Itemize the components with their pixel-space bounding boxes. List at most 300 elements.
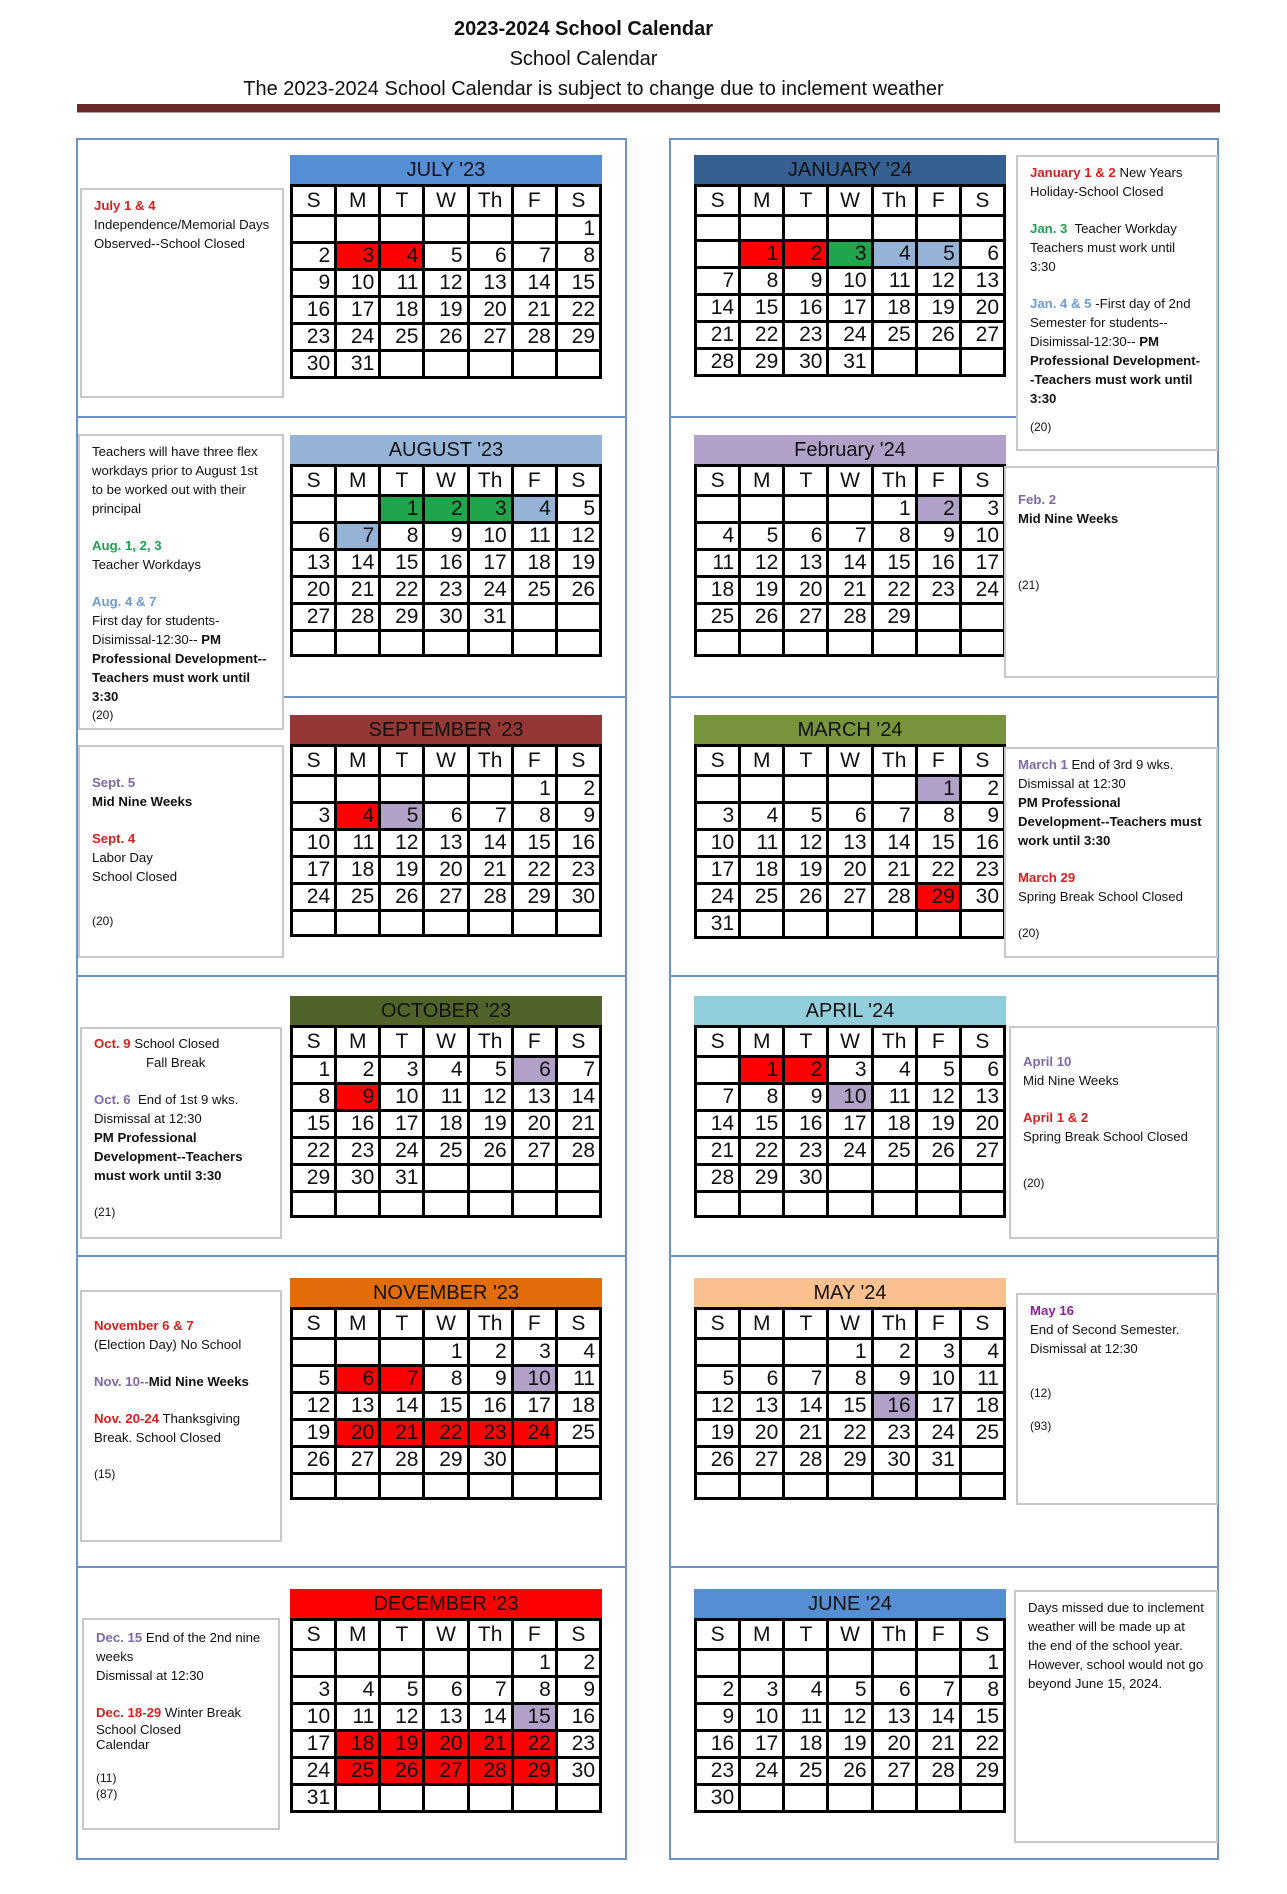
day-cell: 17 bbox=[512, 1393, 556, 1420]
day-cell: 19 bbox=[696, 1420, 740, 1447]
empty-day-cell bbox=[696, 240, 740, 267]
weekday-header: W bbox=[424, 186, 468, 216]
weekday-header: T bbox=[380, 1309, 424, 1339]
empty-day-cell bbox=[784, 1785, 828, 1812]
empty-day-cell bbox=[960, 348, 1004, 375]
weekday-header: W bbox=[828, 746, 872, 776]
header-divider bbox=[77, 104, 1220, 113]
day-cell: 25 bbox=[696, 604, 740, 631]
week-row bbox=[696, 857, 1005, 884]
day-cell: 28 bbox=[336, 604, 380, 631]
day-cell: 10 bbox=[336, 270, 380, 297]
empty-day-cell bbox=[696, 1339, 740, 1366]
day-cell: 25 bbox=[740, 884, 784, 911]
day-cell: 27 bbox=[960, 1138, 1004, 1165]
day-cell: 11 bbox=[556, 1366, 600, 1393]
day-cell: 15 bbox=[512, 830, 556, 857]
empty-day-cell bbox=[784, 631, 828, 656]
day-cell: 21 bbox=[468, 857, 512, 884]
day-cell: 13 bbox=[960, 267, 1004, 294]
day-cell: 25 bbox=[380, 324, 424, 351]
week-row bbox=[696, 1339, 1005, 1366]
weekday-header: Th bbox=[872, 1027, 916, 1057]
weekday-header: T bbox=[380, 746, 424, 776]
day-cell: 22 bbox=[292, 1138, 336, 1165]
day-cell: 11 bbox=[696, 550, 740, 577]
day-cell: 14 bbox=[380, 1393, 424, 1420]
day-cell: 26 bbox=[696, 1447, 740, 1474]
month-calendar-february bbox=[694, 435, 1006, 657]
weekday-header: F bbox=[916, 186, 960, 216]
day-cell: 11 bbox=[872, 1084, 916, 1111]
weekday-header: Th bbox=[468, 746, 512, 776]
day-cell: 29 bbox=[424, 1447, 468, 1474]
empty-day-cell bbox=[468, 1474, 512, 1499]
week-row bbox=[292, 604, 601, 631]
day-cell: 5 bbox=[916, 1057, 960, 1084]
day-cell: 5 bbox=[424, 243, 468, 270]
day-cell: 20 bbox=[292, 577, 336, 604]
week-row bbox=[292, 523, 601, 550]
day-cell: 21 bbox=[468, 1731, 512, 1758]
day-cell: 31 bbox=[916, 1447, 960, 1474]
month-calendar-november bbox=[290, 1278, 602, 1500]
day-cell: 2 bbox=[468, 1339, 512, 1366]
week-row bbox=[292, 1165, 601, 1192]
day-cell: 3 bbox=[916, 1339, 960, 1366]
weekday-header: F bbox=[512, 1620, 556, 1650]
week-row bbox=[292, 243, 601, 270]
weekday-header: S bbox=[556, 466, 600, 496]
day-cell: 27 bbox=[872, 1758, 916, 1785]
day-cell: 24 bbox=[696, 884, 740, 911]
day-cell: 28 bbox=[872, 884, 916, 911]
month-calendar-august bbox=[290, 435, 602, 657]
empty-day-cell bbox=[960, 604, 1004, 631]
week-row bbox=[696, 1677, 1005, 1704]
day-cell: 26 bbox=[468, 1138, 512, 1165]
day-cell: 10 bbox=[828, 1084, 872, 1111]
day-cell: 17 bbox=[292, 857, 336, 884]
day-cell: 29 bbox=[292, 1165, 336, 1192]
week-row bbox=[696, 1057, 1005, 1084]
day-cell: 12 bbox=[916, 1084, 960, 1111]
day-cell: 15 bbox=[292, 1111, 336, 1138]
weekday-header: S bbox=[556, 1309, 600, 1339]
day-cell: 23 bbox=[784, 321, 828, 348]
day-cell: 31 bbox=[696, 911, 740, 938]
day-cell: 17 bbox=[960, 550, 1004, 577]
weekday-header: S bbox=[556, 1027, 600, 1057]
week-row bbox=[696, 216, 1005, 241]
day-cell: 9 bbox=[916, 523, 960, 550]
day-cell: 13 bbox=[828, 830, 872, 857]
day-cell: 18 bbox=[960, 1393, 1004, 1420]
day-cell: 29 bbox=[828, 1447, 872, 1474]
empty-day-cell bbox=[336, 631, 380, 656]
empty-day-cell bbox=[380, 216, 424, 243]
day-cell: 14 bbox=[468, 1704, 512, 1731]
day-cell: 13 bbox=[740, 1393, 784, 1420]
day-cell: 23 bbox=[556, 1731, 600, 1758]
week-row bbox=[292, 776, 601, 803]
note-may: May 16 End of Second Semester. Dismissal at 12:30 (12) (93) bbox=[1016, 1293, 1218, 1505]
day-cell: 19 bbox=[828, 1731, 872, 1758]
empty-day-cell bbox=[916, 348, 960, 375]
empty-day-cell bbox=[556, 631, 600, 656]
day-cell: 7 bbox=[336, 523, 380, 550]
empty-day-cell bbox=[512, 1192, 556, 1217]
empty-day-cell bbox=[292, 216, 336, 243]
empty-day-cell bbox=[916, 1785, 960, 1812]
empty-day-cell bbox=[828, 776, 872, 803]
month-grid bbox=[694, 464, 1006, 657]
day-cell: 3 bbox=[696, 803, 740, 830]
day-cell: 11 bbox=[512, 523, 556, 550]
day-cell: 18 bbox=[512, 550, 556, 577]
day-cell: 11 bbox=[960, 1366, 1004, 1393]
day-cell: 21 bbox=[336, 577, 380, 604]
day-cell: 19 bbox=[380, 1731, 424, 1758]
day-cell: 20 bbox=[424, 1731, 468, 1758]
week-row bbox=[292, 911, 601, 936]
day-cell: 1 bbox=[828, 1339, 872, 1366]
day-cell: 27 bbox=[468, 324, 512, 351]
day-cell: 14 bbox=[696, 294, 740, 321]
day-cell: 3 bbox=[336, 243, 380, 270]
day-cell: 28 bbox=[468, 1758, 512, 1785]
day-cell: 6 bbox=[872, 1677, 916, 1704]
empty-day-cell bbox=[424, 1192, 468, 1217]
day-cell: 17 bbox=[468, 550, 512, 577]
day-cell: 12 bbox=[784, 830, 828, 857]
day-cell: 10 bbox=[696, 830, 740, 857]
day-cell: 5 bbox=[380, 1677, 424, 1704]
day-cell: 8 bbox=[872, 523, 916, 550]
day-cell: 25 bbox=[424, 1138, 468, 1165]
empty-day-cell bbox=[828, 1785, 872, 1812]
empty-day-cell bbox=[512, 1165, 556, 1192]
weekday-header: Th bbox=[468, 1309, 512, 1339]
week-row bbox=[292, 857, 601, 884]
day-cell: 5 bbox=[292, 1366, 336, 1393]
day-cell: 24 bbox=[292, 884, 336, 911]
day-cell: 31 bbox=[336, 351, 380, 378]
day-cell: 9 bbox=[468, 1366, 512, 1393]
week-row bbox=[696, 803, 1005, 830]
divider bbox=[76, 416, 627, 418]
weekday-header: S bbox=[696, 186, 740, 216]
week-row bbox=[696, 1447, 1005, 1474]
day-cell: 26 bbox=[380, 1758, 424, 1785]
weekday-header: Th bbox=[468, 466, 512, 496]
week-row bbox=[292, 631, 601, 656]
empty-day-cell bbox=[556, 604, 600, 631]
day-cell: 8 bbox=[740, 1084, 784, 1111]
day-cell: 14 bbox=[696, 1111, 740, 1138]
day-cell: 1 bbox=[512, 776, 556, 803]
empty-day-cell bbox=[336, 1650, 380, 1677]
month-calendar-june bbox=[694, 1589, 1006, 1813]
week-row bbox=[696, 1785, 1005, 1812]
day-cell: 15 bbox=[740, 1111, 784, 1138]
empty-day-cell bbox=[828, 1650, 872, 1677]
day-cell: 10 bbox=[828, 267, 872, 294]
day-cell: 21 bbox=[872, 857, 916, 884]
empty-day-cell bbox=[960, 1192, 1004, 1217]
month-header: JULY '23 bbox=[290, 155, 602, 184]
day-cell: 25 bbox=[556, 1420, 600, 1447]
week-row bbox=[696, 1420, 1005, 1447]
week-row bbox=[292, 324, 601, 351]
day-cell: 4 bbox=[380, 243, 424, 270]
week-row bbox=[292, 1420, 601, 1447]
day-cell: 16 bbox=[696, 1731, 740, 1758]
day-cell: 19 bbox=[292, 1420, 336, 1447]
day-cell: 9 bbox=[424, 523, 468, 550]
day-cell: 27 bbox=[828, 884, 872, 911]
day-cell: 10 bbox=[468, 523, 512, 550]
week-row bbox=[696, 1758, 1005, 1785]
day-cell: 4 bbox=[740, 803, 784, 830]
empty-day-cell bbox=[696, 1650, 740, 1677]
empty-day-cell bbox=[740, 216, 784, 241]
day-cell: 2 bbox=[556, 1650, 600, 1677]
day-cell: 29 bbox=[556, 324, 600, 351]
day-cell: 11 bbox=[872, 267, 916, 294]
day-cell: 4 bbox=[696, 523, 740, 550]
day-cell: 11 bbox=[740, 830, 784, 857]
day-cell: 6 bbox=[960, 1057, 1004, 1084]
day-cell: 11 bbox=[380, 270, 424, 297]
day-cell: 24 bbox=[960, 577, 1004, 604]
weekday-header: F bbox=[916, 1309, 960, 1339]
day-cell: 28 bbox=[696, 1165, 740, 1192]
day-cell: 22 bbox=[916, 857, 960, 884]
day-cell: 22 bbox=[556, 297, 600, 324]
empty-day-cell bbox=[512, 604, 556, 631]
day-cell: 3 bbox=[740, 1677, 784, 1704]
day-cell: 29 bbox=[740, 348, 784, 375]
empty-day-cell bbox=[784, 216, 828, 241]
empty-day-cell bbox=[424, 351, 468, 378]
divider bbox=[669, 1255, 1219, 1257]
empty-day-cell bbox=[512, 216, 556, 243]
weekday-header: S bbox=[960, 1027, 1004, 1057]
weekday-header: T bbox=[380, 1027, 424, 1057]
day-cell: 26 bbox=[556, 577, 600, 604]
day-cell: 6 bbox=[424, 1677, 468, 1704]
day-cell: 23 bbox=[336, 1138, 380, 1165]
day-cell: 22 bbox=[828, 1420, 872, 1447]
day-cell: 11 bbox=[336, 830, 380, 857]
day-cell: 23 bbox=[960, 857, 1004, 884]
empty-day-cell bbox=[784, 1339, 828, 1366]
day-cell: 3 bbox=[292, 803, 336, 830]
day-cell: 21 bbox=[696, 1138, 740, 1165]
day-cell: 2 bbox=[424, 496, 468, 523]
day-cell: 19 bbox=[916, 1111, 960, 1138]
day-cell: 19 bbox=[556, 550, 600, 577]
day-cell: 7 bbox=[556, 1057, 600, 1084]
week-row bbox=[696, 577, 1005, 604]
week-row bbox=[696, 1704, 1005, 1731]
day-cell: 23 bbox=[784, 1138, 828, 1165]
day-cell: 3 bbox=[512, 1339, 556, 1366]
day-cell: 31 bbox=[292, 1785, 336, 1812]
month-grid bbox=[694, 1618, 1006, 1813]
weekday-header: S bbox=[556, 1620, 600, 1650]
month-calendar-december bbox=[290, 1589, 602, 1813]
empty-day-cell bbox=[512, 911, 556, 936]
day-cell: 27 bbox=[740, 1447, 784, 1474]
day-cell: 24 bbox=[828, 321, 872, 348]
day-cell: 5 bbox=[556, 496, 600, 523]
month-calendar-october bbox=[290, 996, 602, 1218]
day-cell: 24 bbox=[916, 1420, 960, 1447]
day-cell: 12 bbox=[828, 1704, 872, 1731]
day-cell: 23 bbox=[872, 1420, 916, 1447]
day-cell: 17 bbox=[380, 1111, 424, 1138]
week-row bbox=[696, 1731, 1005, 1758]
empty-day-cell bbox=[784, 496, 828, 523]
day-cell: 9 bbox=[872, 1366, 916, 1393]
empty-day-cell bbox=[292, 1474, 336, 1499]
day-cell: 23 bbox=[292, 324, 336, 351]
day-cell: 5 bbox=[468, 1057, 512, 1084]
day-cell: 1 bbox=[916, 776, 960, 803]
day-cell: 25 bbox=[336, 884, 380, 911]
day-cell: 2 bbox=[784, 1057, 828, 1084]
month-calendar-january bbox=[694, 155, 1006, 377]
empty-day-cell bbox=[784, 1192, 828, 1217]
empty-day-cell bbox=[696, 776, 740, 803]
empty-day-cell bbox=[556, 1192, 600, 1217]
weather-notice: The 2023-2024 School Calendar is subject to change due to inclement weather bbox=[243, 78, 944, 100]
day-cell: 17 bbox=[916, 1393, 960, 1420]
weekday-header: T bbox=[380, 1620, 424, 1650]
day-cell: 16 bbox=[872, 1393, 916, 1420]
day-cell: 1 bbox=[960, 1650, 1004, 1677]
day-cell: 19 bbox=[740, 577, 784, 604]
day-cell: 25 bbox=[872, 321, 916, 348]
day-cell: 6 bbox=[336, 1366, 380, 1393]
weekday-header: T bbox=[380, 466, 424, 496]
page-subtitle: School Calendar bbox=[509, 48, 658, 70]
empty-day-cell bbox=[336, 1192, 380, 1217]
day-cell: 18 bbox=[424, 1111, 468, 1138]
day-cell: 28 bbox=[512, 324, 556, 351]
week-row bbox=[696, 321, 1005, 348]
empty-day-cell bbox=[828, 216, 872, 241]
empty-day-cell bbox=[872, 1785, 916, 1812]
day-cell: 4 bbox=[556, 1339, 600, 1366]
day-cell: 4 bbox=[872, 240, 916, 267]
month-calendar-may bbox=[694, 1278, 1006, 1500]
weekday-header: F bbox=[512, 1309, 556, 1339]
empty-day-cell bbox=[828, 631, 872, 656]
empty-day-cell bbox=[740, 1339, 784, 1366]
note-april: April 10 Mid Nine Weeks April 1 & 2 Spring Break School Closed (20) bbox=[1009, 1026, 1218, 1239]
day-cell: 6 bbox=[424, 803, 468, 830]
day-cell: 7 bbox=[784, 1366, 828, 1393]
week-row bbox=[292, 1339, 601, 1366]
day-cell: 13 bbox=[512, 1084, 556, 1111]
day-cell: 14 bbox=[556, 1084, 600, 1111]
day-cell: 14 bbox=[512, 270, 556, 297]
week-row bbox=[292, 216, 601, 243]
day-cell: 21 bbox=[828, 577, 872, 604]
empty-day-cell bbox=[872, 216, 916, 241]
week-row bbox=[292, 1677, 601, 1704]
empty-day-cell bbox=[740, 1650, 784, 1677]
week-row bbox=[696, 830, 1005, 857]
day-cell: 26 bbox=[828, 1758, 872, 1785]
day-cell: 2 bbox=[784, 240, 828, 267]
divider bbox=[76, 975, 627, 977]
empty-day-cell bbox=[512, 351, 556, 378]
day-cell: 30 bbox=[468, 1447, 512, 1474]
day-cell: 18 bbox=[336, 857, 380, 884]
empty-day-cell bbox=[916, 631, 960, 656]
empty-day-cell bbox=[292, 1339, 336, 1366]
weekday-header: M bbox=[740, 746, 784, 776]
day-cell: 22 bbox=[380, 577, 424, 604]
weekday-header: M bbox=[336, 466, 380, 496]
day-cell: 25 bbox=[960, 1420, 1004, 1447]
day-cell: 16 bbox=[916, 550, 960, 577]
day-cell: 22 bbox=[740, 1138, 784, 1165]
day-cell: 20 bbox=[784, 577, 828, 604]
empty-day-cell bbox=[872, 348, 916, 375]
empty-day-cell bbox=[696, 631, 740, 656]
day-cell: 13 bbox=[872, 1704, 916, 1731]
month-calendar-april bbox=[694, 996, 1006, 1218]
week-row bbox=[696, 604, 1005, 631]
week-row bbox=[696, 911, 1005, 938]
empty-day-cell bbox=[872, 1650, 916, 1677]
day-cell: 8 bbox=[556, 243, 600, 270]
day-cell: 3 bbox=[828, 1057, 872, 1084]
week-row bbox=[696, 884, 1005, 911]
empty-day-cell bbox=[468, 1165, 512, 1192]
weekday-header: Th bbox=[468, 1620, 512, 1650]
day-cell: 14 bbox=[828, 550, 872, 577]
weekday-header: W bbox=[828, 186, 872, 216]
day-cell: 7 bbox=[512, 243, 556, 270]
weekday-header: M bbox=[336, 746, 380, 776]
weekday-header: W bbox=[424, 1027, 468, 1057]
day-cell: 17 bbox=[828, 1111, 872, 1138]
day-cell: 20 bbox=[828, 857, 872, 884]
empty-day-cell bbox=[696, 1057, 740, 1084]
day-cell: 14 bbox=[784, 1393, 828, 1420]
note-july: July 1 & 4 Independence/Memorial Days Observed--School Closed bbox=[80, 188, 284, 398]
empty-day-cell bbox=[960, 911, 1004, 938]
empty-day-cell bbox=[696, 216, 740, 241]
weekday-header: S bbox=[292, 1027, 336, 1057]
day-cell: 4 bbox=[784, 1677, 828, 1704]
day-cell: 23 bbox=[556, 857, 600, 884]
weekday-header: W bbox=[424, 1309, 468, 1339]
note-october: Oct. 9 School Closed Fall Break Oct. 6 End of 1st 9 wks. Dismissal at 12:30 PM Professional Development--Teachers must work until 3:30 (21) bbox=[80, 1027, 282, 1239]
weekday-header: S bbox=[960, 1309, 1004, 1339]
day-cell: 20 bbox=[872, 1731, 916, 1758]
day-cell: 21 bbox=[556, 1111, 600, 1138]
empty-day-cell bbox=[556, 1474, 600, 1499]
day-cell: 1 bbox=[740, 240, 784, 267]
month-calendar-july bbox=[290, 155, 602, 379]
